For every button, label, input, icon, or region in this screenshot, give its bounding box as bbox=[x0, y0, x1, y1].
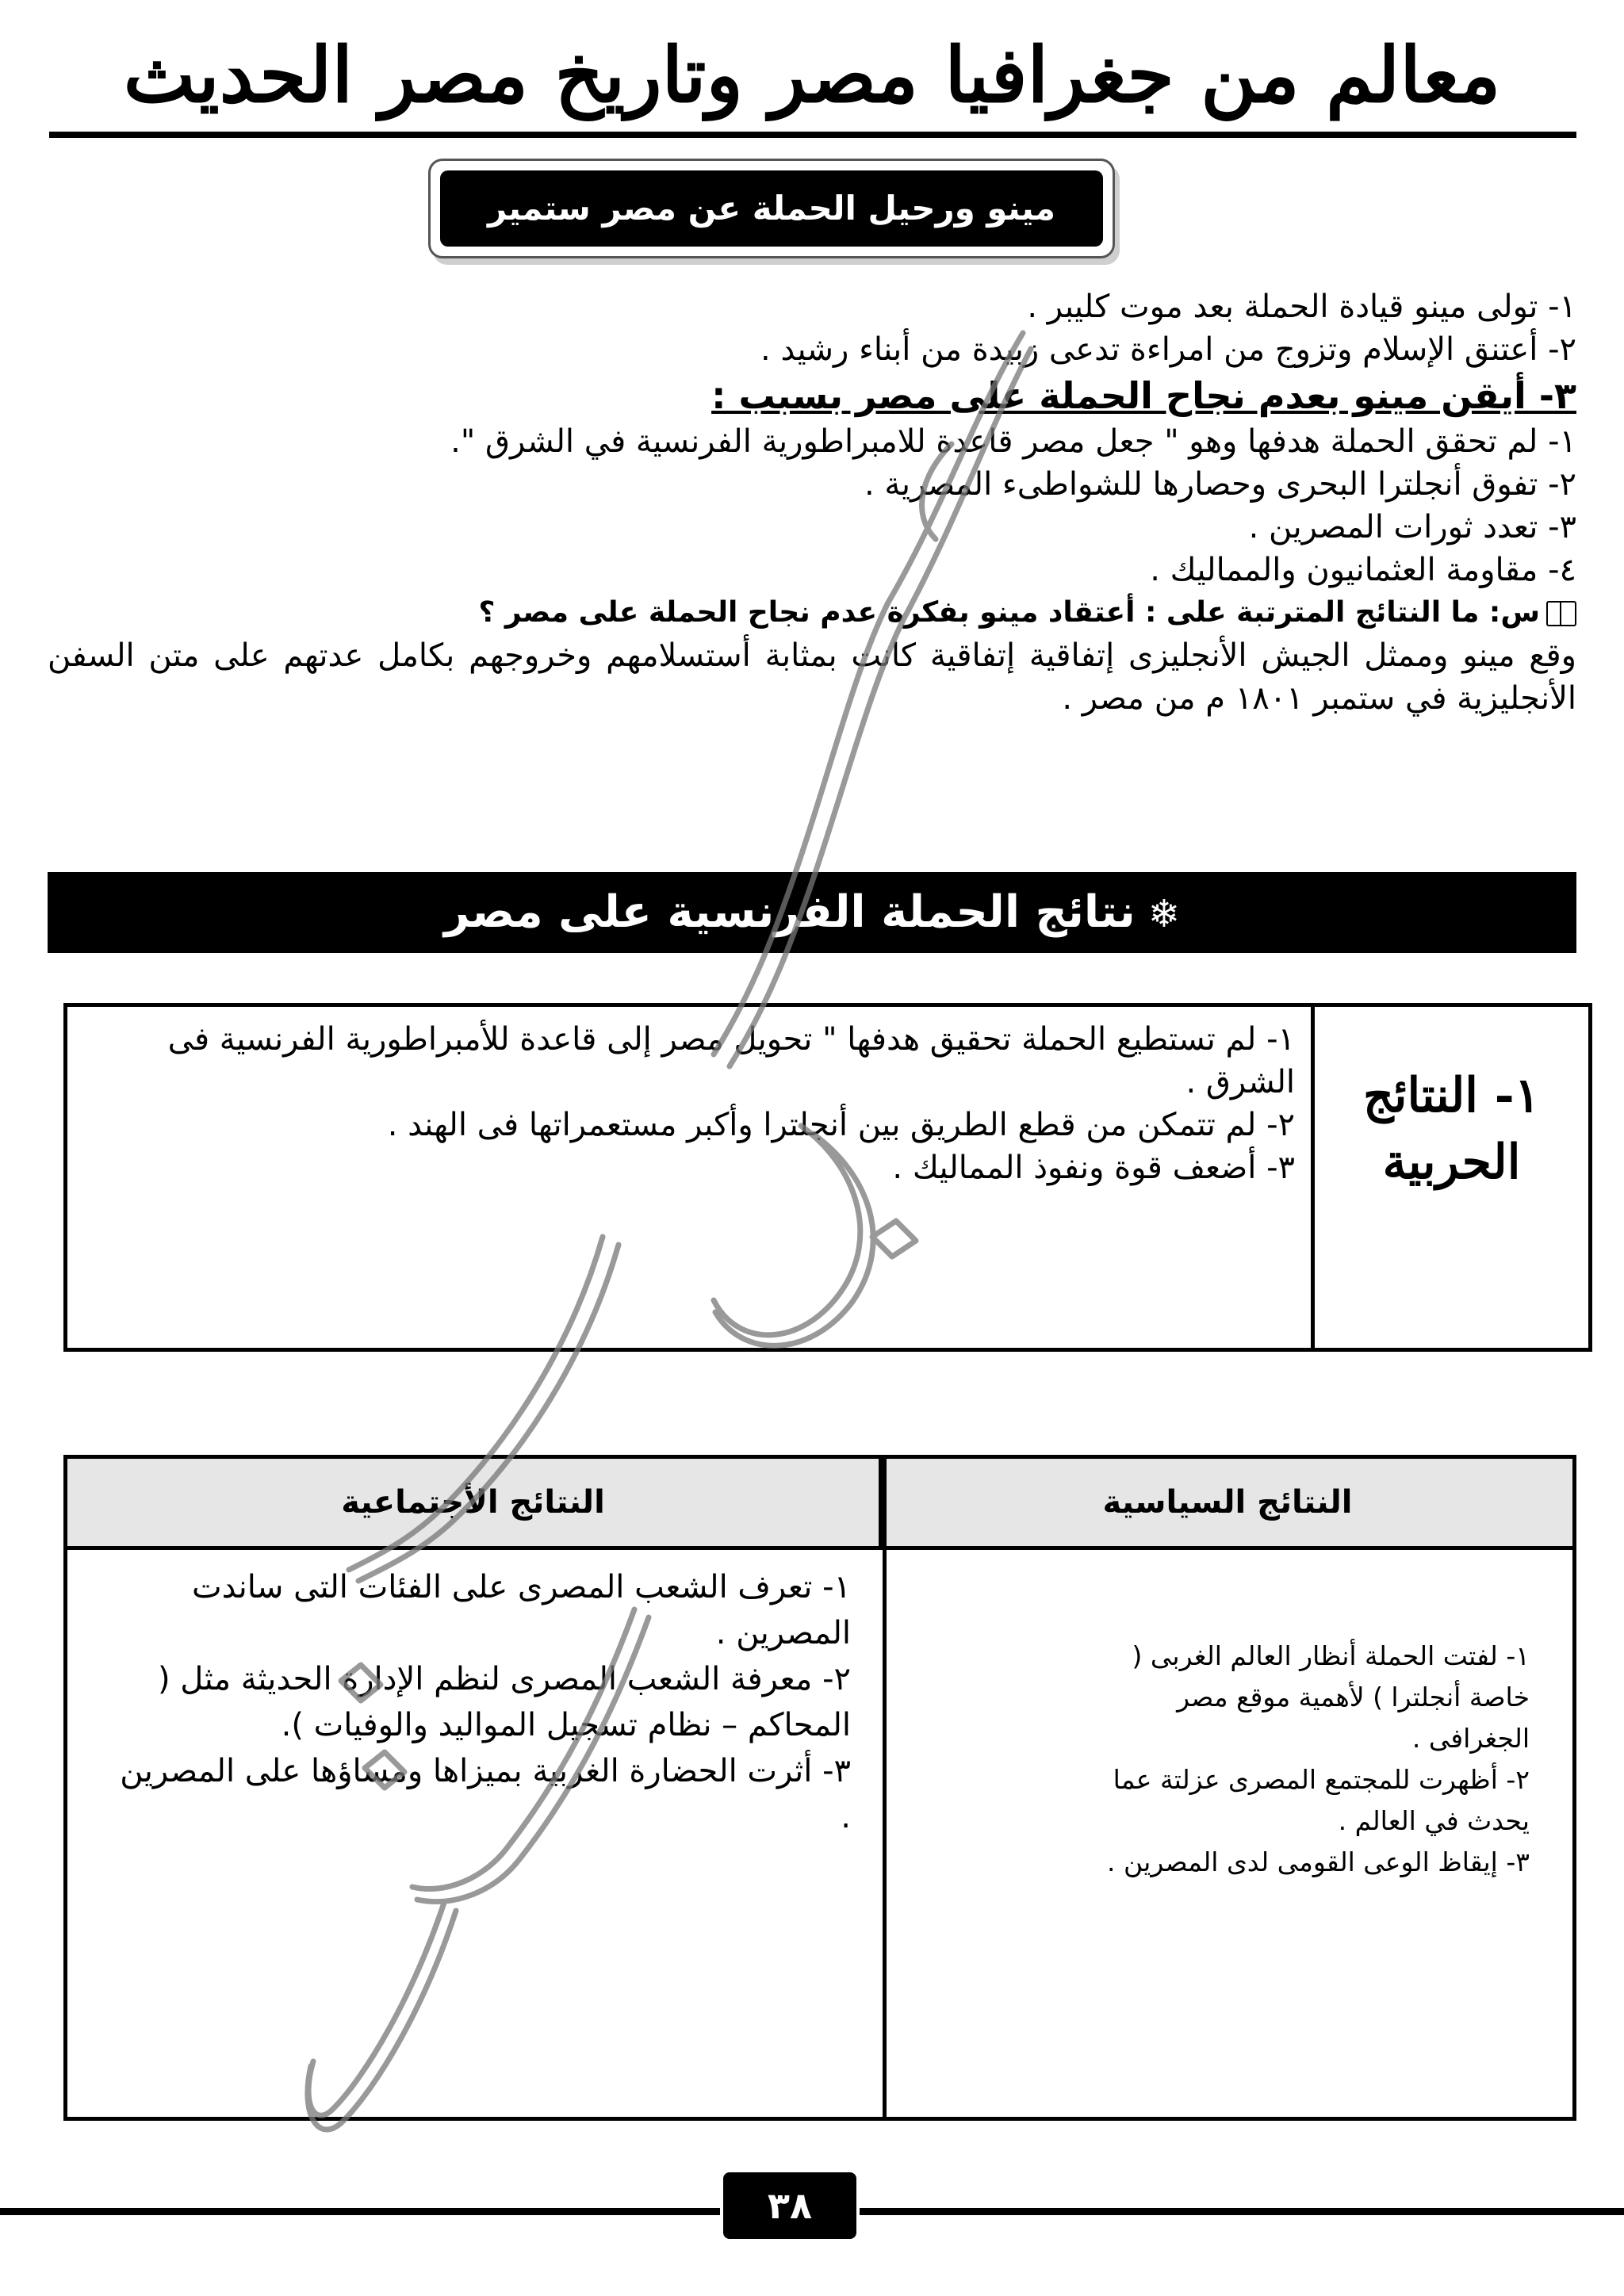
political-heading: النتائج السياسية bbox=[883, 1459, 1572, 1550]
title-underline bbox=[49, 132, 1576, 138]
results-banner bbox=[48, 872, 1576, 953]
political-items-cell bbox=[883, 1550, 1572, 2117]
section-header-box bbox=[428, 159, 1115, 304]
social-items-cell bbox=[67, 1550, 883, 2117]
section-header-text: مينو ورحيل الحملة عن مصر ستمير ١٨٠١م . bbox=[440, 170, 1103, 247]
reasons-heading: ٣- أيقن مينو بعدم نجاح الحملة على مصر بسبب : bbox=[711, 374, 1576, 417]
snowflake-icon: ❄ bbox=[1147, 892, 1181, 936]
social-heading: النتائج الأجتماعية bbox=[67, 1459, 883, 1550]
political-item-3: ٣- إيقاظ الوعى القومى لدى المصرين . bbox=[1107, 1846, 1530, 1877]
military-item-3: ٣- أضعف قوة ونفوذ المماليك . bbox=[892, 1150, 1295, 1186]
reason-item-4: ٤- مقاومة العثمانيون والمماليك . bbox=[1150, 552, 1576, 588]
page-number: ٣٨ bbox=[723, 2172, 856, 2239]
military-items-cell bbox=[67, 1007, 1311, 1348]
body-text bbox=[48, 285, 1576, 720]
intro-line-1: ١- تولى مينو قيادة الحملة بعد موت كليبر . bbox=[1027, 289, 1576, 325]
book-icon bbox=[1546, 601, 1576, 626]
intro-line-2: ٢- أعتنق الإسلام وتزوج من امراءة تدعى زبيدة من أبناء رشيد . bbox=[760, 331, 1576, 368]
military-heading-cell bbox=[1311, 1007, 1588, 1348]
footer-rule-left bbox=[0, 2208, 720, 2215]
question-line bbox=[48, 591, 1576, 634]
reason-item-2: ٢- تفوق أنجلترا البحرى وحصارها للشواطىء المصرية . bbox=[864, 466, 1576, 503]
question-text: س: ما النتائج المترتبة على : أعتقاد مينو بفكرة عدم نجاح الحملة على مصر ؟ bbox=[478, 596, 1540, 629]
page-title: معالم من جغرافيا مصر وتاريخ مصر الحديث bbox=[123, 30, 1501, 120]
military-results-table bbox=[63, 1003, 1592, 1352]
military-item-2: ٢- لم تتمكن من قطع الطريق بين أنجلترا وأكبر مستعمراتها فى الهند . bbox=[387, 1107, 1295, 1143]
political-item-1: ١- لفتت الحملة أنظار العالم الغربى ( خاصة أنجلترا ) لأهمية موقع مصر الجغرافى . bbox=[1132, 1640, 1530, 1754]
social-item-1: ١- تعرف الشعب المصرى على الفئات التى ساندت المصرين . bbox=[191, 1569, 851, 1651]
social-item-3: ٣- أثرت الحضارة الغربية بميزاها ومساؤها على المصرين . bbox=[120, 1753, 851, 1835]
reason-item-1: ١- لم تحقق الحملة هدفها وهو " جعل مصر قاعدة للامبراطورية الفرنسية في الشرق ". bbox=[450, 423, 1576, 460]
reason-item-3: ٣- تعدد ثورات المصرين . bbox=[1248, 509, 1576, 545]
military-heading: ١- النتائج الحربية bbox=[1363, 1068, 1540, 1190]
political-item-2: ٢- أظهرت للمجتمع المصرى عزلتة عما يحدث في العالم . bbox=[1113, 1764, 1530, 1836]
banner-title: نتائج الحملة الفرنسية على مصر bbox=[443, 886, 1136, 938]
answer-paragraph: وقع مينو وممثل الجيش الأنجليزى إتفاقية إتفاقية كانت بمثابة أستسلامهم وخروجهم بكامل عدتهم على متن السفن الأنجليزية في ستمبر ١٨٠١ م من مصر . bbox=[48, 637, 1576, 717]
social-item-2: ٢- معرفة الشعب المصرى لنظم الإدارة الحديثة مثل ( المحاكم – نظام تسجيل المواليد والوفيات ). bbox=[157, 1661, 851, 1743]
political-social-results-table bbox=[63, 1455, 1576, 2121]
military-item-1: ١- لم تستطيع الحملة تحقيق هدفها " تحويل مصر إلى قاعدة للأمبراطورية الفرنسية فى الشرق . bbox=[167, 1021, 1295, 1100]
footer-rule-right bbox=[860, 2208, 1624, 2215]
